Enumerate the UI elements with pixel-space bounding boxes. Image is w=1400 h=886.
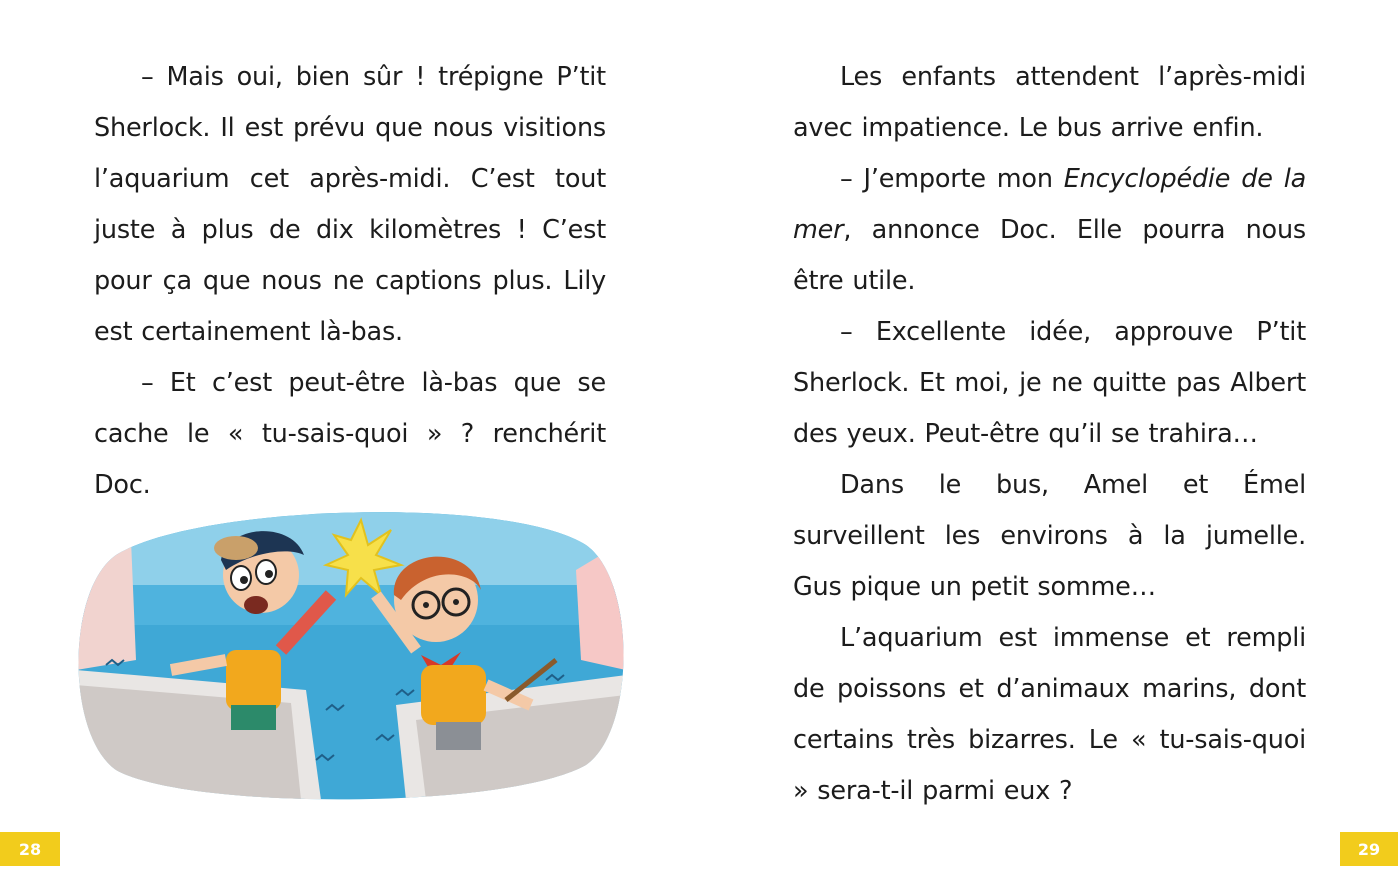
right-page bbox=[700, 0, 1400, 886]
paragraph: Dans le bus, Amel et Émel surveillent les environs à la jumelle. Gus pique un petit somme… bbox=[793, 470, 1306, 602]
dialogue-text: , annonce Doc. Elle pourra nous être utile. bbox=[793, 215, 1306, 296]
high-five-illustration bbox=[76, 500, 626, 800]
book-title: Encyclopédie de la mer bbox=[793, 164, 1307, 245]
paragraph: Les enfants attendent l’après-midi avec impatience. Le bus arrive enfin. bbox=[793, 62, 1306, 143]
page-number-right: 29 bbox=[1340, 832, 1398, 866]
page-number-left: 28 bbox=[0, 832, 60, 866]
paragraph: – Et c’est peut-être là-bas que se cache le « tu-sais-quoi » ? renchérit Doc. bbox=[94, 368, 606, 500]
left-page-text bbox=[94, 52, 606, 511]
paragraph: L’aquarium est immense et rempli de poissons et d’animaux marins, dont certains très bizarres. Le « tu-sais-quoi » sera-t-il parmi eux ? bbox=[793, 623, 1306, 806]
paragraph: – Mais oui, bien sûr ! trépigne P’tit Sherlock. Il est prévu que nous visitions l’aquarium cet après-midi. C’est tout juste à plus de dix kilomètres ! C’est pour ça que nous ne captions plus. Lily est certainement là-bas. bbox=[94, 62, 606, 347]
dialogue-text: – J’emporte mon bbox=[840, 164, 1064, 194]
paragraph bbox=[793, 154, 1306, 307]
paragraph: – Excellente idée, approuve P’tit Sherlock. Et moi, je ne quitte pas Albert des yeux. Peut-être qu’il se trahira… bbox=[793, 317, 1306, 449]
right-page-text bbox=[793, 52, 1306, 817]
